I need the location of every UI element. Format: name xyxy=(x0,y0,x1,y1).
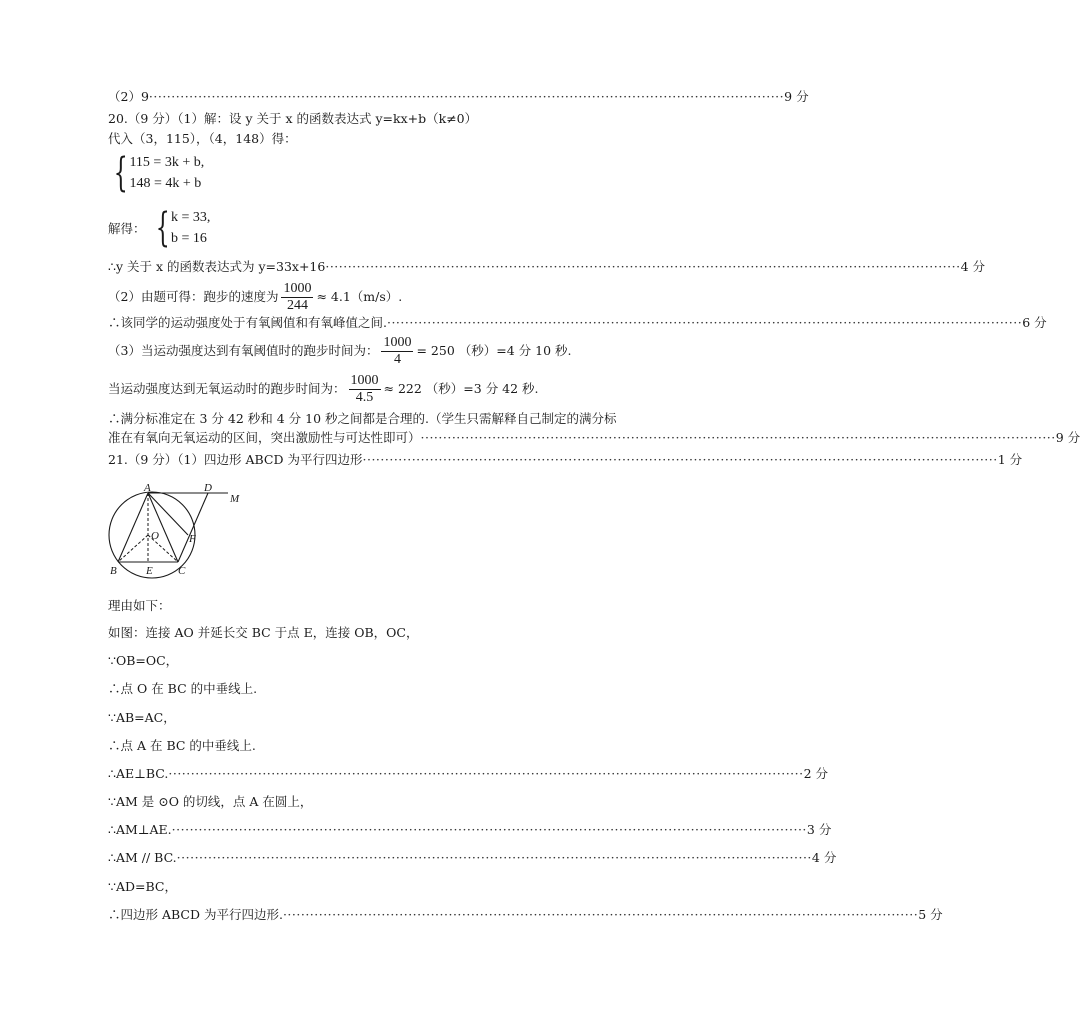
segment-ob xyxy=(118,535,148,562)
proof-step-10: ∵AD=BC， xyxy=(108,879,177,894)
note-text: 准在有氧向无氧运动的区间，突出激励性与可达性即可） xyxy=(108,430,421,445)
score-label: 2 分 xyxy=(803,766,829,781)
label-d: D xyxy=(204,482,212,494)
segment-ac xyxy=(148,493,178,562)
leader-dots: ·············································································································································· xyxy=(176,850,812,865)
proof-step-5: ∴点 A 在 BC 的中垂线上. xyxy=(108,738,256,753)
fraction-numerator: 1000 xyxy=(350,373,379,388)
solution-1: k = 33, xyxy=(170,210,211,225)
fraction xyxy=(349,373,381,406)
part3-text: （3）当运动强度达到有氧阈值时的跑步时间为： xyxy=(108,343,379,358)
answer-text: （2）9 xyxy=(108,89,149,104)
solution-system xyxy=(108,207,210,249)
score-label: 4 分 xyxy=(811,850,837,865)
leader-dots: ·············································································································································· xyxy=(168,766,804,781)
step-text: ∴AM // BC. xyxy=(108,850,177,865)
label-c: C xyxy=(178,565,186,577)
label-a: A xyxy=(144,482,151,494)
fraction-numerator: 1000 xyxy=(383,335,412,350)
fraction-denominator: 4 xyxy=(393,352,401,367)
q20-part3-anaerobic xyxy=(108,372,612,406)
q20-part2-speed xyxy=(108,280,612,314)
step-text: ∴AM⊥AE. xyxy=(108,822,172,837)
fraction xyxy=(281,281,313,314)
part3b-result: ≈ 222 （秒）=3 分 42 秒. xyxy=(383,381,539,396)
proof-step-9 xyxy=(108,849,837,867)
label-e: E xyxy=(146,565,153,577)
equation-2: 148 = 4k + b xyxy=(129,176,202,191)
score-label: 4 分 xyxy=(960,259,986,274)
q20-note-line2 xyxy=(108,429,1080,447)
q20-note-line1: ∴满分标准定在 3 分 42 秒和 4 分 10 秒之间都是合理的.（学生只需解释自己制定的满分标 xyxy=(108,411,617,426)
leader-dots: ·············································································································································· xyxy=(420,430,1056,445)
result-text: ∴y 关于 x 的函数表达式为 y=33x+16 xyxy=(108,259,326,274)
q21-heading xyxy=(108,451,1023,469)
part2-result: ≈ 4.1（m/s）. xyxy=(316,289,403,304)
brace-symbol: { xyxy=(155,205,170,251)
leader-dots: ·············································································································································· xyxy=(386,315,1023,330)
score-label: 9 分 xyxy=(1055,430,1080,445)
leader-dots: ·············································································································································· xyxy=(171,822,807,837)
segment-af xyxy=(148,493,188,535)
reason-heading: 理由如下： xyxy=(108,598,171,613)
step-text: ∴AE⊥BC. xyxy=(108,766,169,781)
fraction xyxy=(381,335,413,368)
leader-dots: ·············································································································································· xyxy=(148,89,785,104)
label-f: F xyxy=(189,533,196,545)
solution-2: b = 16 xyxy=(170,231,207,246)
leader-dots: ·············································································································································· xyxy=(362,452,998,467)
q20-result-line xyxy=(108,258,986,276)
leader-dots: ·············································································································································· xyxy=(325,259,961,274)
proof-step-3: ∴点 O 在 BC 的中垂线上. xyxy=(108,681,258,696)
segment-dc xyxy=(178,493,208,562)
part3-result: = 250 （秒）=4 分 10 秒. xyxy=(416,343,572,358)
label-o: O xyxy=(151,530,159,542)
fraction-numerator: 1000 xyxy=(283,281,312,296)
q20-part3-aerobic xyxy=(108,334,612,368)
solve-label: 解得： xyxy=(108,221,146,236)
proof-step-4: ∵AB=AC， xyxy=(108,710,176,725)
brace-symbol: { xyxy=(113,150,128,196)
label-b: B xyxy=(110,565,117,577)
answer-line-q19-2 xyxy=(108,88,809,106)
proof-step-7: ∵AM 是 ⊙O 的切线，点 A 在圆上， xyxy=(108,794,313,809)
q20-heading: 20.（9 分）（1）解：设 y 关于 x 的函数表达式 y=kx+b（k≠0） xyxy=(108,111,478,126)
equation-1: 115 = 3k + b, xyxy=(129,155,205,170)
proof-step-1: 如图：连接 AO 并延长交 BC 于点 E，连接 OB，OC， xyxy=(108,625,419,640)
label-m: M xyxy=(230,493,240,505)
score-label: 6 分 xyxy=(1022,315,1047,330)
score-label: 3 分 xyxy=(806,822,832,837)
part2-text: （2）由题可得：跑步的速度为 xyxy=(108,289,279,304)
proof-step-8 xyxy=(108,821,832,839)
part3b-text: 当运动强度达到无氧运动时的跑步时间为： xyxy=(108,381,346,396)
fraction-denominator: 4.5 xyxy=(355,390,374,405)
fraction-denominator: 244 xyxy=(286,298,308,313)
proof-step-11 xyxy=(108,906,943,924)
q20-substitute: 代入（3，115），（4，148）得： xyxy=(108,131,297,146)
score-label: 1 分 xyxy=(997,452,1023,467)
score-label: 9 分 xyxy=(784,89,809,104)
proof-step-2: ∵OB=OC， xyxy=(108,653,179,668)
leader-dots: ·············································································································································· xyxy=(282,907,919,922)
conclusion-text: ∴该同学的运动强度处于有氧阈值和有氧峰值之间. xyxy=(108,315,387,330)
score-label: 5 分 xyxy=(918,907,943,922)
step-text: ∴四边形 ABCD 为平行四边形. xyxy=(108,907,283,922)
geometry-figure xyxy=(100,480,260,580)
q20-part2-conclusion xyxy=(108,314,1047,332)
heading-text: 21.（9 分）（1）四边形 ABCD 为平行四边形 xyxy=(108,452,363,467)
proof-step-6 xyxy=(108,765,829,783)
equation-system xyxy=(108,152,204,194)
